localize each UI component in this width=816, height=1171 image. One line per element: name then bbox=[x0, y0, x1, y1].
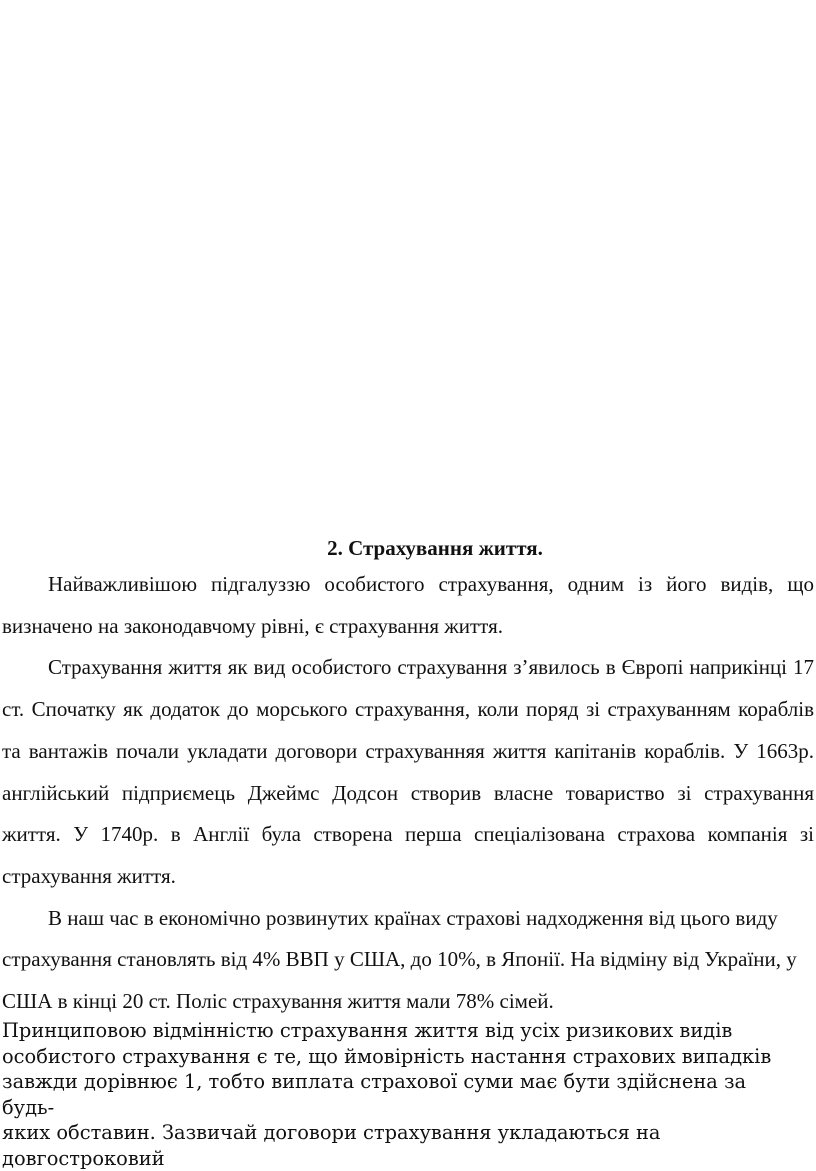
text-line: яких обставин. Зазвичай договори страхування укладаються на довгостроковий bbox=[2, 1121, 661, 1170]
text-line: завжди дорівнює 1, тобто виплата страхової суми має бути здійснена за будь- bbox=[2, 1070, 747, 1119]
paragraph-principal-difference bbox=[2, 1018, 802, 1171]
text-line: особистого страхування є те, що ймовірність настання страхових випадків bbox=[2, 1044, 772, 1068]
section-heading: 2. Страхування життя. bbox=[327, 536, 543, 560]
paragraph-statistics: В наш час в економічно розвинутих країнах страхові надходження від цього виду страхування становлять від 4% ВВП у США, до 10%, в Японії. На відміну від України, у США в кінці 20 ст. Поліс страхування життя мали 78% сімей. bbox=[2, 905, 797, 1014]
paragraph-history: Страхування життя як вид особистого страхування з’явилось в Європі наприкінці 17 ст. Спочатку як додаток до морського страхування, коли поряд зі страхуванням кораблів та вантажів почали укладати договори страхуванняя життя капітанів кораблів. У 1663р. англійський підприємець Джеймс Додсон створив власне товариство зі страхування життя. У 1740р. в Англії була створена перша спеціалізована страхова компанія зі страхування життя. bbox=[2, 655, 814, 888]
body-text bbox=[2, 564, 814, 1023]
text-line: Принциповою відмінністю страхування життя від усіх ризикових видів bbox=[2, 1019, 733, 1042]
paragraph-life-insurance-intro: Найважливішою підгалуззю особистого страхування, одним із його видів, що визначено на законодавчому рівні, є страхування життя. bbox=[2, 572, 814, 638]
